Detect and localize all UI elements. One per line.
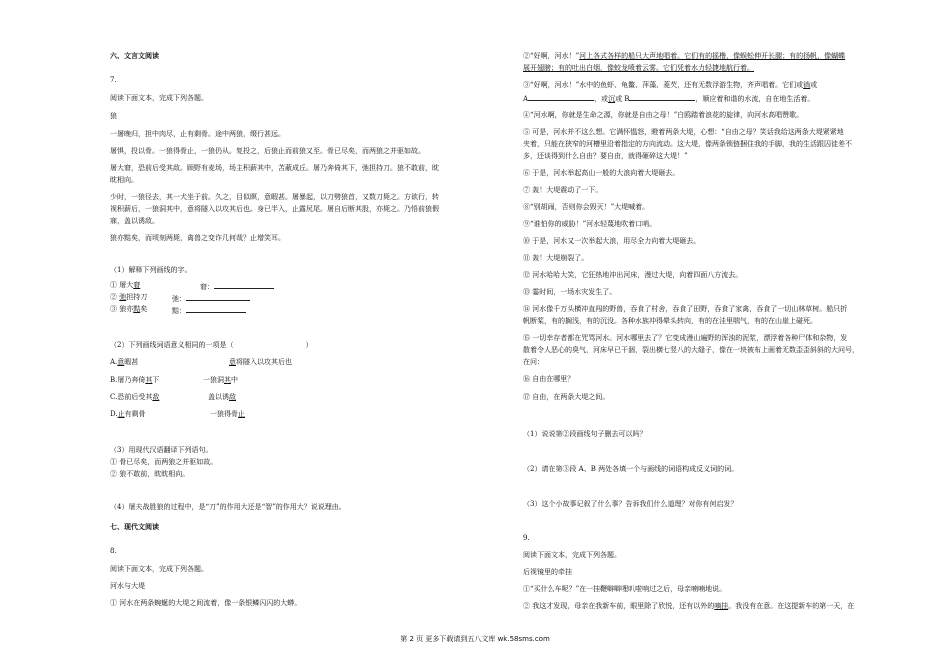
river-title: 河水与大堤 xyxy=(110,582,145,590)
q7-2-option-b-right: 一狼洞其中 xyxy=(203,376,238,384)
river-paragraph-5-line-1: ⑤ 可是，河水并不这么想。它满怀愠怒，瞪着两条大堤，心想：“自由之母？笑话我给这两条大堤紧紧地 xyxy=(523,128,844,136)
river-paragraph-6: ⑥ 于是，河水举起高山一般的大浪向着大堤砸去。 xyxy=(523,169,680,177)
wolf-paragraph-4-line-1: 少时，一狼径去，其一犬坐于前。久之，目似瞑，意暇甚。屠暴起，以刀劈狼首，又数刀毙之。方欲行，转 xyxy=(110,193,439,201)
q8-1-stem: （1）说说第②段画线句子删去可以吗？ xyxy=(523,430,647,438)
river-paragraph-7: ⑦ 轰！大堤震动了一下。 xyxy=(523,186,603,194)
q7-3-stem: （3）用现代汉语翻译下列语句。 xyxy=(110,446,213,454)
q7-2-stem: （2）下列画线词语意义相同的一项是（ ） xyxy=(110,341,313,349)
river-paragraph-2-line-2: 展开翅膀；有的吐出白烟，像蛟龙喷着云雾。它们凭着水力轻捷地航行着。 xyxy=(523,64,754,72)
wolf-paragraph-4-line-2: 视积薪后，一狼洞其中，意将隧入以攻其后也。身已半入，止露尻尾。屠自后断其股，亦毙之。乃悟前狼假 xyxy=(110,205,439,213)
river-paragraph-10: ⑩ 于是，河水又一次举起大浪，用尽全力向着大堤砸去。 xyxy=(523,237,701,245)
wolf-paragraph-3-line-1: 屠大窘，恐前后受其敌。顾野有麦场，场主积薪其中，苫蔽成丘。屠乃奔倚其下，弛担持刀。狼不敢前，眈 xyxy=(110,164,439,172)
section-6-heading: 六、文言文阅读 xyxy=(110,52,159,60)
wolf-title: 狼 xyxy=(110,112,117,120)
mirror-paragraph-2: ② 我这才发现，母亲在我新车前，眼里除了欣悦，还有以外的嘀挂。我没有在意。在这提新车的第一天，在 xyxy=(523,602,855,610)
q7-3-item-a: ① 骨已尽矣，而两狼之并驱如故。 xyxy=(110,458,218,466)
river-paragraph-15-line-1: ⑮ 一切幸存者都在咒骂河水。河水哪里去了？它变成漫山遍野的浑浊的泥浆，漂浮着各种尸体和杂物，发 xyxy=(523,334,848,342)
river-paragraph-13: ⑬ 霎时间，一场水灾发生了。 xyxy=(523,288,617,296)
q8-2-stem: （2）请在第③段 A、B 两处各填一个与画线的词语构成反义词的词。 xyxy=(523,465,739,473)
river-paragraph-5-line-2: 夹着，只能在狭窄的河槽里沿着指定的方向流动。这大堤，像两条锁链捆住我的手脚，我的生活跟囚徒差不 xyxy=(523,140,852,148)
wolf-paragraph-2: 屠惧，投以骨。一狼得骨止，一狼仍从。复投之，后狼止而前狼又至。骨已尽矣，而两狼之并驱如故。 xyxy=(110,147,425,155)
river-paragraph-14-line-2: 帆断桨，有的搁浅，有的沉没。各种水族冲得晕头转向，有的在洼里喘气，有的在山崖上碰死。 xyxy=(523,317,817,325)
answer-blank-b[interactable] xyxy=(629,93,695,101)
mirror-title: 后视镜里的牵挂 xyxy=(523,568,572,576)
q8-3-stem: （3）这个小故事记叙了什么事？告诉我们什么道理？对你有何启发？ xyxy=(523,500,738,508)
river-paragraph-16: ⑯ 自由在哪里？ xyxy=(523,375,575,383)
river-paragraph-12: ⑫ 河水哈哈大笑，它狂热地冲出河床，漫过大堤，向着四面八方流去。 xyxy=(523,271,743,279)
question-7-intro: 阅读下面文本，完成下列各题。 xyxy=(110,94,208,102)
q7-2-option-a-left: A.意暇甚 xyxy=(110,358,139,366)
q7-1-stem: （1）解释下列画线的字。 xyxy=(110,266,192,274)
river-paragraph-15-line-3: 在问： xyxy=(523,358,544,366)
q7-1-item-c: ③ 狼亦黠矣 xyxy=(110,305,148,313)
q7-4-stem: （4）屠夫战胜狼的过程中，是“刀”的作用大还是“智”的作用大？说说理由。 xyxy=(110,503,346,511)
question-9-number: 9. xyxy=(523,534,530,542)
question-7-number: 7. xyxy=(110,76,117,84)
river-paragraph-1: ① 河水在两条蜿蜒的大堤之间流着，像一条银鳞闪闪的大蟒。 xyxy=(110,599,302,607)
q7-2-option-c-right: 盖以诱敌 xyxy=(208,393,236,401)
mirror-paragraph-1: ①“买什么车呢？”在一挂鞭噼噼哩叭啦响过之后，母亲喃喃地说。 xyxy=(523,585,727,593)
river-paragraph-14-line-1: ⑭ 河水像千万头横冲直闯的野兽，吞食了村舍，吞食了田野，吞食了家禽，吞食了一切山林草树。船只折 xyxy=(523,305,848,313)
answer-blank[interactable] xyxy=(214,281,274,289)
wolf-paragraph-3-line-2: 眈相向。 xyxy=(110,176,138,184)
answer-blank[interactable] xyxy=(186,305,246,313)
q7-3-item-b: ② 狼不敢前，眈眈相向。 xyxy=(110,470,190,478)
section-7-heading: 七、现代文阅读 xyxy=(110,523,159,531)
answer-blank[interactable] xyxy=(186,293,250,301)
q7-2-option-d-left: D.止有剩骨 xyxy=(110,410,146,418)
question-8-number: 8. xyxy=(110,547,117,555)
wolf-paragraph-1: 一屠晚归，担中肉尽，止有剩骨。途中两狼，缀行甚远。 xyxy=(110,130,285,138)
river-paragraph-17: ⑰ 自由，在两条大堤之间。 xyxy=(523,393,610,401)
wolf-paragraph-4-line-3: 寐，盖以诱敌。 xyxy=(110,217,159,225)
river-paragraph-15-line-2: 散着令人恶心的臭气，河床早已干涸，裂出横七竖八的大缝子，像在一块被布上画着无数歪歪斜斜的大问号， xyxy=(523,346,859,354)
q7-1-item-b: ② 弛担持刀 xyxy=(110,293,148,301)
river-paragraph-3-line-2: A ，或沉或 B ，顺应着和谐的水流，自在地生活着。 xyxy=(523,95,815,103)
river-paragraph-9: ⑨“谁怕你的威胁！”河水轻蔑地吹着口哨。 xyxy=(523,220,657,228)
q7-1-answer-c: 黠： xyxy=(172,305,246,316)
q7-1-item-a: ① 屠大窘 xyxy=(110,281,141,289)
river-paragraph-2-line-1: ②“好啊，河水！”河上各式各样的船只大声地唱着。它们有的摇橹，像蜈蚣伸开长腿；有的扬帆，像蝴蝶 xyxy=(523,52,846,60)
river-paragraph-3-line-1: ③“好啊，河水！”水中的鱼虾、龟鳖、萍藻、菱芡，还有无数浮游生物，齐声唱着。它们或徜或 xyxy=(523,81,818,89)
question-8-intro: 阅读下面文本，完成下列各题。 xyxy=(110,565,208,573)
answer-blank-a[interactable] xyxy=(528,93,594,101)
q7-2-option-c-left: C.恐前后受其敌 xyxy=(110,393,160,401)
q7-2-option-d-right: 一狼得骨止 xyxy=(210,410,245,418)
q7-2-option-a-right: 意将隧入以攻其后也 xyxy=(229,358,292,366)
page-footer: 第 2 页 更多下载请到五八文库 wk.58sms.com xyxy=(400,635,550,643)
river-paragraph-11: ⑪ 轰！大堤崩裂了。 xyxy=(523,254,589,262)
q7-2-option-b-left: B.屠乃奔倚其下 xyxy=(110,376,160,384)
river-paragraph-4: ④“河水啊，你就是生命之源，你就是自由之母！”白鸥踏着浪花的旋律，向河水高唱赞歌。 xyxy=(523,111,804,119)
q7-1-answer-a: 窘： xyxy=(200,281,274,292)
q7-1-answer-b: 弛： xyxy=(172,293,250,304)
river-paragraph-5-line-3: 多，还谈得到什么自由？要自由，就得砸碎这大堤！” xyxy=(523,152,688,160)
question-9-intro: 阅读下面文本，完成下列各题。 xyxy=(523,551,621,559)
river-paragraph-8: ⑧“别胡闹，否则你会毁灭！”大堤喊着。 xyxy=(523,203,650,211)
wolf-paragraph-5: 狼亦黠矣，而顷刻两毙，禽兽之变诈几何哉？止增笑耳。 xyxy=(110,234,285,242)
